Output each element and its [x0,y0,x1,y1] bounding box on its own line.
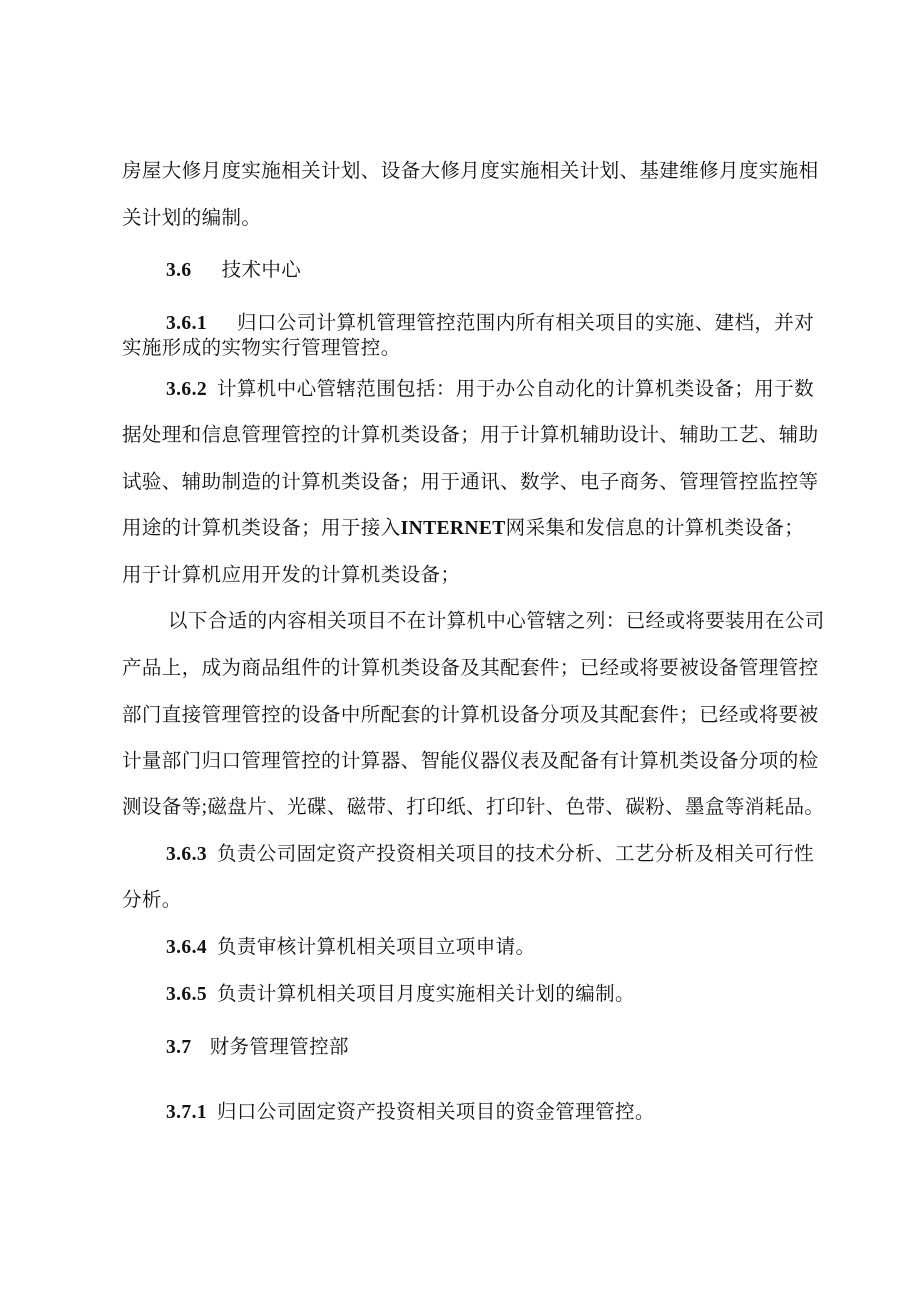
section-number: 3.6 [166,260,192,281]
clause-number: 3.6.5 [166,984,207,1005]
clause-3-6-3-line-1: 3.6.3 负责公司固定资产投资相关项目的技术分析、工艺分析及相关可行性 [166,844,815,865]
clause-3-6-5: 3.6.5 负责计算机相关项目月度实施相关计划的编制。 [166,984,635,1005]
section-title: 技术中心 [221,260,302,281]
section-number: 3.7 [166,1037,192,1058]
clause-number: 3.7.1 [166,1102,207,1123]
clause-3-6-2-line-4: 用途的计算机类设备；用于接入INTERNET网采集和发信息的计算机类设备； [122,518,805,539]
exclusion-para-line-5: 测设备等;磁盘片、光碟、磁带、打印纸、打印针、色带、碳粉、墨盒等消耗品。 [122,797,825,818]
clause-number: 3.6.4 [166,937,207,958]
section-title: 财务管理管控部 [209,1037,349,1058]
clause-3-6-3-line-2: 分析。 [122,890,182,911]
section-heading-3-7 [166,1035,349,1061]
clause-3-6-1-line-2: 实施形成的实物实行管理管控。 [122,338,401,359]
clause-number: 3.6.2 [166,379,207,400]
para-continuation-line-1: 房屋大修月度实施相关计划、设备大修月度实施相关计划、基建维修月度实施相 [122,161,819,182]
exclusion-para-line-2: 产品上，成为商品组件的计算机类设备及其配套件；已经或将要被设备管理管控 [122,658,819,679]
section-heading-3-6 [166,258,301,284]
clause-number: 3.6.1 [166,313,207,334]
exclusion-para-line-1: 以下合适的内容相关项目不在计算机中心管辖之列：已经或将要装用在公司 [168,611,825,632]
exclusion-para-line-3: 部门直接管理管控的设备中所配套的计算机设备分项及其配套件；已经或将要被 [122,705,819,726]
exclusion-para-line-4: 计量部门归口管理管控的计算器、智能仪器仪表及配备有计算机类设备分项的检 [122,751,819,772]
clause-3-6-1-line-1: 3.6.1 归口公司计算机管理管控范围内所有相关项目的实施、建档，并对 [166,313,815,334]
clause-3-6-2-line-1: 3.6.2 计算机中心管辖范围包括：用于办公自动化的计算机类设备；用于数 [166,379,815,400]
internet-term: INTERNET [400,518,506,539]
clause-number: 3.6.3 [166,844,207,865]
clause-3-6-2-line-3: 试验、辅助制造的计算机类设备；用于通讯、数学、电子商务、管理管控监控等 [122,472,819,493]
para-continuation-line-2: 关计划的编制。 [122,208,262,229]
clause-3-7-1: 3.7.1 归口公司固定资产投资相关项目的资金管理管控。 [166,1102,655,1123]
clause-3-6-4: 3.6.4 负责审核计算机相关项目立项申请。 [166,937,536,958]
clause-3-6-2-line-5: 用于计算机应用开发的计算机类设备； [122,565,461,586]
clause-3-6-2-line-2: 据处理和信息管理管控的计算机类设备；用于计算机辅助设计、辅助工艺、辅助 [122,425,819,446]
